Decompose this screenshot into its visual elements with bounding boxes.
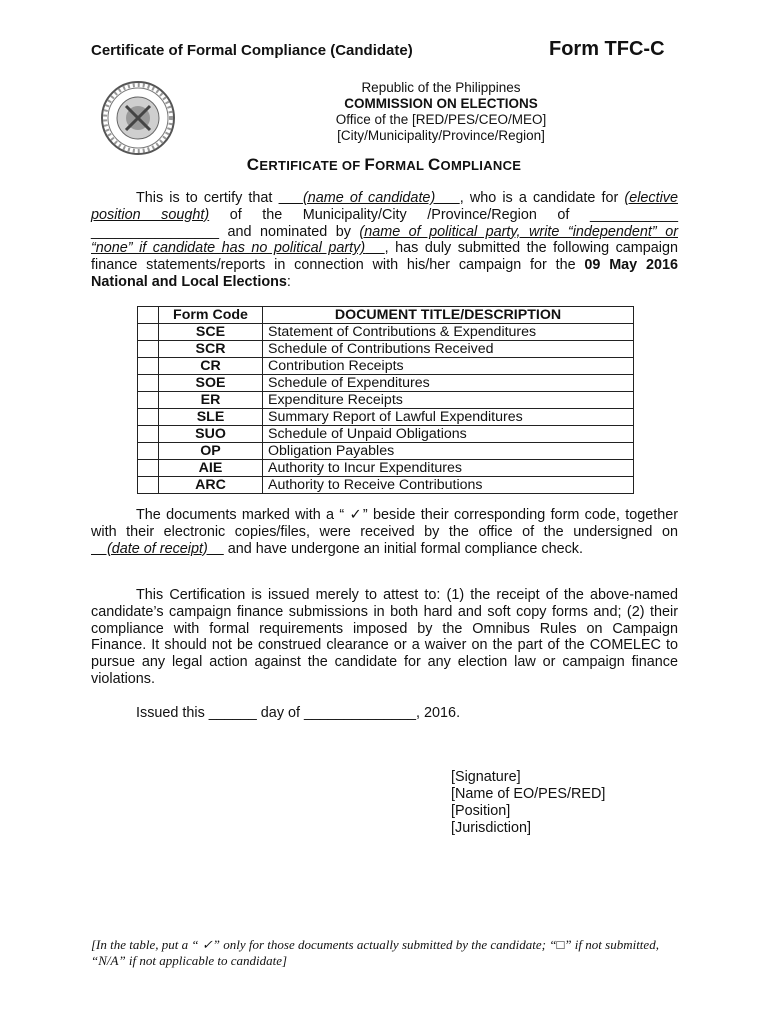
form-description: Expenditure Receipts <box>263 392 634 409</box>
form-header-title: Certificate of Formal Compliance (Candidate) <box>91 42 413 59</box>
certification-paragraph: This is to certify that (name of candidate) , who is a candidate for (elective position sought) of the Municipality/City /Province/Region of ___________ ________________ and nominated by (name of political party, write “independent” or “none” if candidate has no political party) , has duly submitted the following campaign finance statements/reports in connection with his/her campaign for the 09 May 2016 National and Local Elections: <box>91 190 679 290</box>
checkbox-cell[interactable] <box>138 409 159 426</box>
form-code: ER <box>159 392 263 409</box>
signatory-position: [Position] <box>451 803 511 819</box>
form-code: SLE <box>159 409 263 426</box>
table-row <box>138 443 634 460</box>
form-description: Authority to Incur Expenditures <box>263 460 634 477</box>
table-row <box>138 392 634 409</box>
document-title: CERTIFICATE OF FORMAL COMPLIANCE <box>246 155 522 174</box>
checkbox-cell[interactable] <box>138 324 159 341</box>
checkbox-cell[interactable] <box>138 443 159 460</box>
position-field: (elective position sought) <box>91 190 678 223</box>
issued-date-line: Issued this ______ day of ______________, 2016. <box>136 705 461 721</box>
form-description: Contribution Receipts <box>263 358 634 375</box>
documents-table <box>137 306 634 494</box>
checkbox-cell[interactable] <box>138 358 159 375</box>
checkbox-cell[interactable] <box>138 392 159 409</box>
checkbox-cell[interactable] <box>138 426 159 443</box>
jurisdiction-blank: ___________ <box>589 206 679 223</box>
form-code: SOE <box>159 375 263 392</box>
table-row <box>138 375 634 392</box>
issuing-office-address <box>300 80 582 144</box>
table-instructions-note: [In the table, put a “ ✓” only for those documents actually submitted by the candidate; “□” if not submitted, “N/A” if not applicable to candidate] <box>91 937 659 968</box>
signature-line: [Signature] <box>451 769 521 785</box>
comelec-seal-icon <box>100 80 176 156</box>
form-code: SCR <box>159 341 263 358</box>
receipt-date-field: (date of receipt) <box>91 540 224 557</box>
checkbox-header-cell <box>138 307 159 324</box>
election-name: 09 May 2016 National and Local Elections <box>91 257 678 290</box>
signatory-jurisdiction: [Jurisdiction] <box>451 820 531 836</box>
form-code: ARC <box>159 477 263 494</box>
table-header-row <box>138 307 634 324</box>
form-description: Statement of Contributions & Expenditures <box>263 324 634 341</box>
form-code: OP <box>159 443 263 460</box>
address-republic: Republic of the Philippines <box>361 80 521 95</box>
form-code: AIE <box>159 460 263 477</box>
address-jurisdiction: [City/Municipality/Province/Region] <box>337 128 545 143</box>
signatory-name: [Name of EO/PES/RED] <box>451 786 606 802</box>
form-id: Form TFC-C <box>549 38 665 60</box>
table-row <box>138 358 634 375</box>
checkbox-cell[interactable] <box>138 477 159 494</box>
description-header: DOCUMENT TITLE/DESCRIPTION <box>263 307 634 324</box>
table-row <box>138 409 634 426</box>
form-code-header: Form Code <box>159 307 263 324</box>
form-description: Obligation Payables <box>263 443 634 460</box>
address-commission: COMMISSION ON ELECTIONS <box>344 96 538 111</box>
form-description: Schedule of Contributions Received <box>263 341 634 358</box>
form-code: SUO <box>159 426 263 443</box>
table-row <box>138 460 634 477</box>
table-row <box>138 324 634 341</box>
receipt-paragraph: The documents marked with a “ ✓” beside their corresponding form code, together with their electronic copies/files, were received by the office of the undersigned on (date of receipt) and have undergone an initial formal compliance check. <box>91 507 678 557</box>
political-party-field: (name of political party, write “independent” or “none” if candidate has no political party) <box>91 223 678 257</box>
address-office: Office of the [RED/PES/CEO/MEO] <box>335 112 547 127</box>
checkbox-cell[interactable] <box>138 341 159 358</box>
attestation-paragraph: This Certification is issued merely to attest to: (1) the receipt of the above-named candidate’s campaign finance submissions in both hard and soft copy forms and; (2) their compliance with formal requirements imposed by the Omnibus Rules on Campaign Finance. It should not be construed clearance or a waiver on the part of the COMELEC to pursue any legal action against the candidate for any election law or campaign finance violations. <box>91 587 678 687</box>
signature-block <box>451 769 605 837</box>
checkbox-cell[interactable] <box>138 375 159 392</box>
form-description: Schedule of Expenditures <box>263 375 634 392</box>
form-code: SCE <box>159 324 263 341</box>
table-row <box>138 341 634 358</box>
candidate-name-field: (name of candidate) <box>278 190 460 206</box>
form-code: CR <box>159 358 263 375</box>
table-row <box>138 426 634 443</box>
form-description: Schedule of Unpaid Obligations <box>263 426 634 443</box>
form-description: Summary Report of Lawful Expenditures <box>263 409 634 426</box>
table-row <box>138 477 634 494</box>
checkbox-cell[interactable] <box>138 460 159 477</box>
form-description: Authority to Receive Contributions <box>263 477 634 494</box>
